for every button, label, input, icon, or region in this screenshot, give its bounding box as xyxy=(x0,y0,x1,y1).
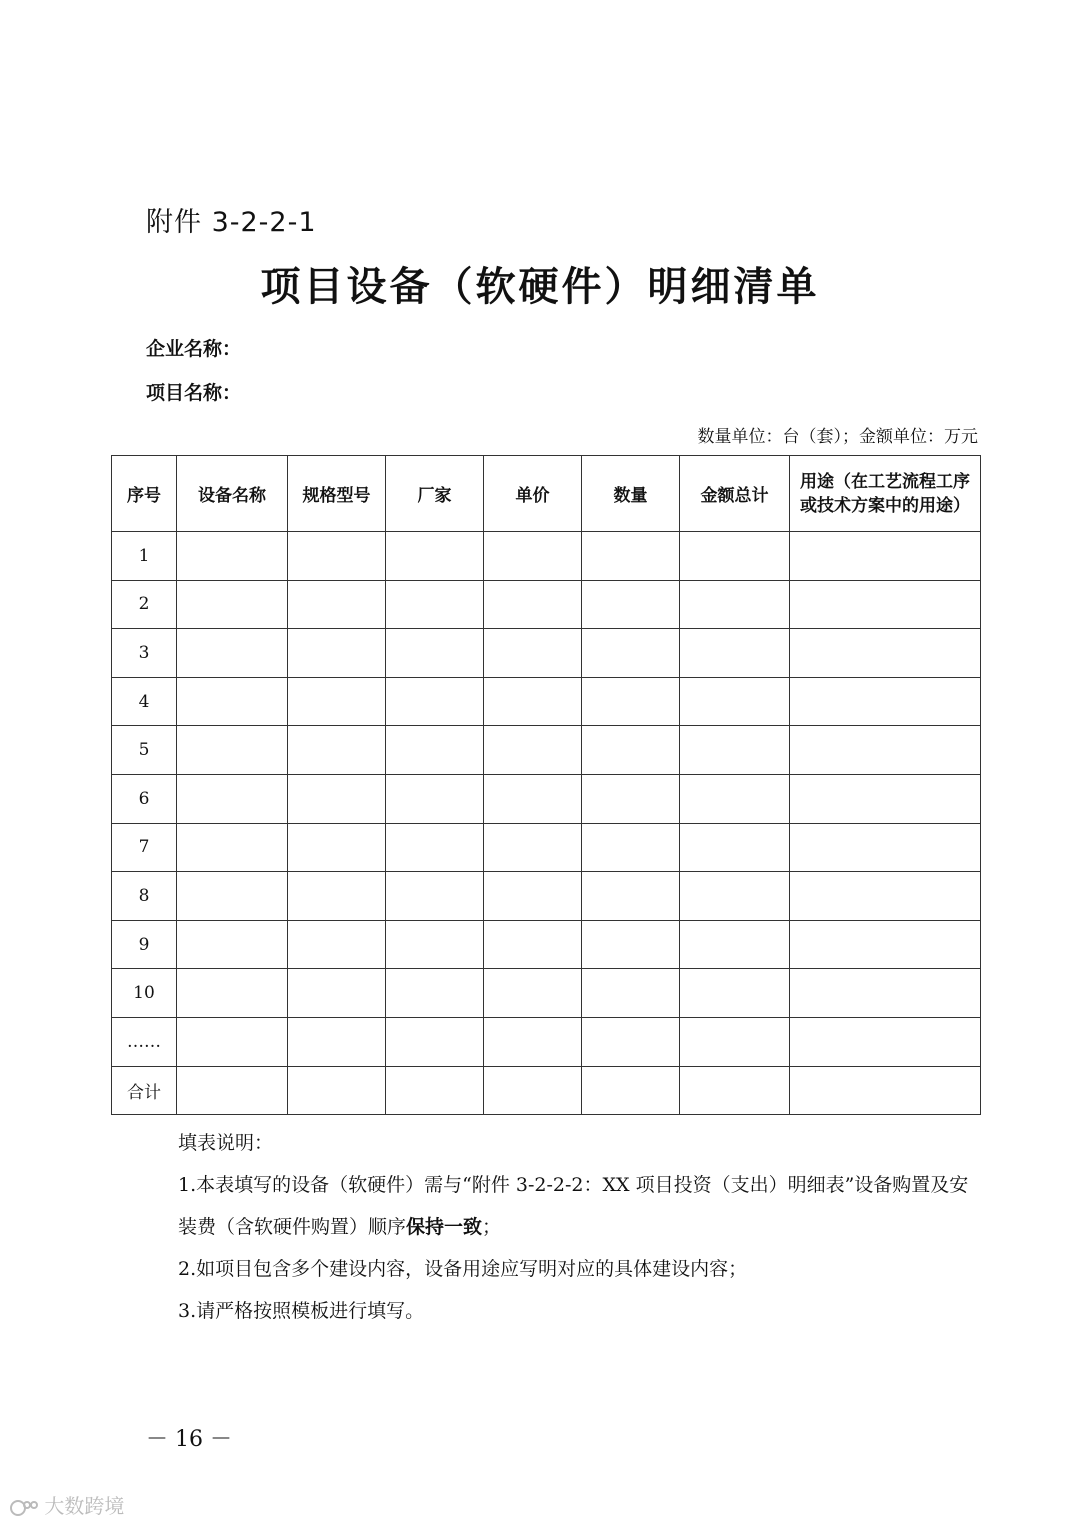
table-cell xyxy=(582,726,680,775)
table-cell xyxy=(582,774,680,823)
table-cell xyxy=(790,823,981,872)
table-cell xyxy=(177,920,288,969)
row-serial-cell: 7 xyxy=(112,823,177,872)
table-cell xyxy=(288,1066,386,1115)
table-cell xyxy=(386,677,484,726)
table-cell xyxy=(582,1066,680,1115)
table-row xyxy=(112,1017,981,1066)
header-purpose-line2: 或技术方案中的用途） xyxy=(800,495,970,516)
table-row xyxy=(112,872,981,921)
note-item-2: 2.如项目包含多个建设内容，设备用途应写明对应的具体建设内容； xyxy=(178,1258,748,1280)
table-cell xyxy=(790,920,981,969)
units-note: 数量单位：台（套）；金额单位：万元 xyxy=(697,427,978,447)
table-cell xyxy=(177,726,288,775)
table-cell xyxy=(484,920,582,969)
note-item-3: 3.请严格按照模板进行填写。 xyxy=(178,1300,425,1322)
table-cell xyxy=(484,969,582,1018)
table-cell xyxy=(582,920,680,969)
note-item-1: 1.本表填写的设备（软硬件）需与“附件 3-2-2-2：XX 项目投资（支出）明细表”设备购置及安装费（含软硬件购置）顺序保持一致； xyxy=(178,1174,969,1238)
table-cell xyxy=(790,1066,981,1115)
table-cell xyxy=(386,532,484,581)
header-purpose xyxy=(790,456,981,532)
project-name-label: 项目名称： xyxy=(146,382,242,404)
table-cell xyxy=(680,823,790,872)
table-row xyxy=(112,532,981,581)
header-total-amount: 金额总计 xyxy=(680,456,790,532)
table-cell xyxy=(790,1017,981,1066)
table-cell xyxy=(386,629,484,678)
table-cell xyxy=(680,677,790,726)
row-serial-cell: 9 xyxy=(112,920,177,969)
row-serial-cell: 合计 xyxy=(112,1066,177,1115)
table-row xyxy=(112,629,981,678)
table-cell xyxy=(177,774,288,823)
header-equipment-name: 设备名称 xyxy=(177,456,288,532)
table-cell xyxy=(288,872,386,921)
table-cell xyxy=(582,629,680,678)
table-cell xyxy=(582,677,680,726)
watermark-text: 大数跨境 xyxy=(44,1494,125,1518)
table-row xyxy=(112,774,981,823)
table-cell xyxy=(582,872,680,921)
table-cell xyxy=(680,969,790,1018)
notes-heading: 填表说明： xyxy=(178,1132,274,1154)
row-serial-cell: 2 xyxy=(112,580,177,629)
table-row xyxy=(112,969,981,1018)
table-cell xyxy=(680,774,790,823)
table-cell xyxy=(288,580,386,629)
table-cell xyxy=(386,823,484,872)
page-title: 项目设备（软硬件）明细清单 xyxy=(260,264,820,310)
table-cell xyxy=(790,969,981,1018)
row-serial-cell: 1 xyxy=(112,532,177,581)
table-cell xyxy=(680,580,790,629)
header-model: 规格型号 xyxy=(288,456,386,532)
table-cell xyxy=(177,1017,288,1066)
table-cell xyxy=(288,1017,386,1066)
header-serial: 序号 xyxy=(112,456,177,532)
watermark xyxy=(10,1490,124,1519)
table-cell xyxy=(582,580,680,629)
table-cell xyxy=(582,969,680,1018)
table-cell xyxy=(386,1066,484,1115)
page-number: － 16 － xyxy=(146,1427,232,1452)
table-cell xyxy=(288,823,386,872)
table-cell xyxy=(582,532,680,581)
table-cell xyxy=(484,872,582,921)
table-cell xyxy=(288,629,386,678)
table-cell xyxy=(386,774,484,823)
row-serial-cell: 3 xyxy=(112,629,177,678)
row-serial-cell: 5 xyxy=(112,726,177,775)
table-cell xyxy=(177,532,288,581)
row-serial-cell: …… xyxy=(112,1017,177,1066)
fill-instructions xyxy=(178,1122,983,1332)
table-row xyxy=(112,920,981,969)
table-header-row xyxy=(112,456,981,532)
table-cell xyxy=(177,580,288,629)
table-cell xyxy=(790,774,981,823)
table-cell xyxy=(177,823,288,872)
table-cell xyxy=(484,726,582,775)
table-cell xyxy=(582,1017,680,1066)
table-cell xyxy=(386,580,484,629)
table-cell xyxy=(386,920,484,969)
table-cell xyxy=(484,1017,582,1066)
attachment-label: 附件 3-2-2-1 xyxy=(146,207,317,238)
table-cell xyxy=(288,920,386,969)
table-cell xyxy=(680,1017,790,1066)
table-cell xyxy=(582,823,680,872)
table-cell xyxy=(680,726,790,775)
table-cell xyxy=(680,1066,790,1115)
equipment-table xyxy=(111,455,981,1115)
table-row xyxy=(112,1066,981,1115)
table-row xyxy=(112,726,981,775)
watermark-logo-icon xyxy=(10,1497,38,1519)
table-cell xyxy=(790,629,981,678)
table-cell xyxy=(484,1066,582,1115)
row-serial-cell: 10 xyxy=(112,969,177,1018)
table-cell xyxy=(288,969,386,1018)
table-cell xyxy=(680,532,790,581)
header-manufacturer: 厂家 xyxy=(386,456,484,532)
table-cell xyxy=(790,872,981,921)
row-serial-cell: 6 xyxy=(112,774,177,823)
table-cell xyxy=(288,726,386,775)
table-cell xyxy=(484,629,582,678)
table-cell xyxy=(484,774,582,823)
row-serial-cell: 8 xyxy=(112,872,177,921)
table-cell xyxy=(177,872,288,921)
table-cell xyxy=(288,774,386,823)
table-cell xyxy=(484,532,582,581)
table-cell xyxy=(790,677,981,726)
header-quantity: 数量 xyxy=(582,456,680,532)
table-row xyxy=(112,677,981,726)
table-cell xyxy=(790,726,981,775)
table-cell xyxy=(288,677,386,726)
company-name-label: 企业名称： xyxy=(146,338,242,360)
header-purpose-line1: 用途（在工艺流程工序 xyxy=(800,471,970,492)
table-cell xyxy=(680,629,790,678)
table-cell xyxy=(386,969,484,1018)
table-cell xyxy=(177,629,288,678)
table-cell xyxy=(288,532,386,581)
table-cell xyxy=(484,677,582,726)
table-cell xyxy=(680,920,790,969)
row-serial-cell: 4 xyxy=(112,677,177,726)
table-cell xyxy=(386,726,484,775)
table-row xyxy=(112,580,981,629)
table-cell xyxy=(484,823,582,872)
header-unit-price: 单价 xyxy=(484,456,582,532)
table-row xyxy=(112,823,981,872)
table-cell xyxy=(484,580,582,629)
table-cell xyxy=(386,1017,484,1066)
table-cell xyxy=(177,1066,288,1115)
table-cell xyxy=(386,872,484,921)
table-cell xyxy=(790,532,981,581)
table-cell xyxy=(177,677,288,726)
table-cell xyxy=(790,580,981,629)
table-cell xyxy=(177,969,288,1018)
table-cell xyxy=(680,872,790,921)
